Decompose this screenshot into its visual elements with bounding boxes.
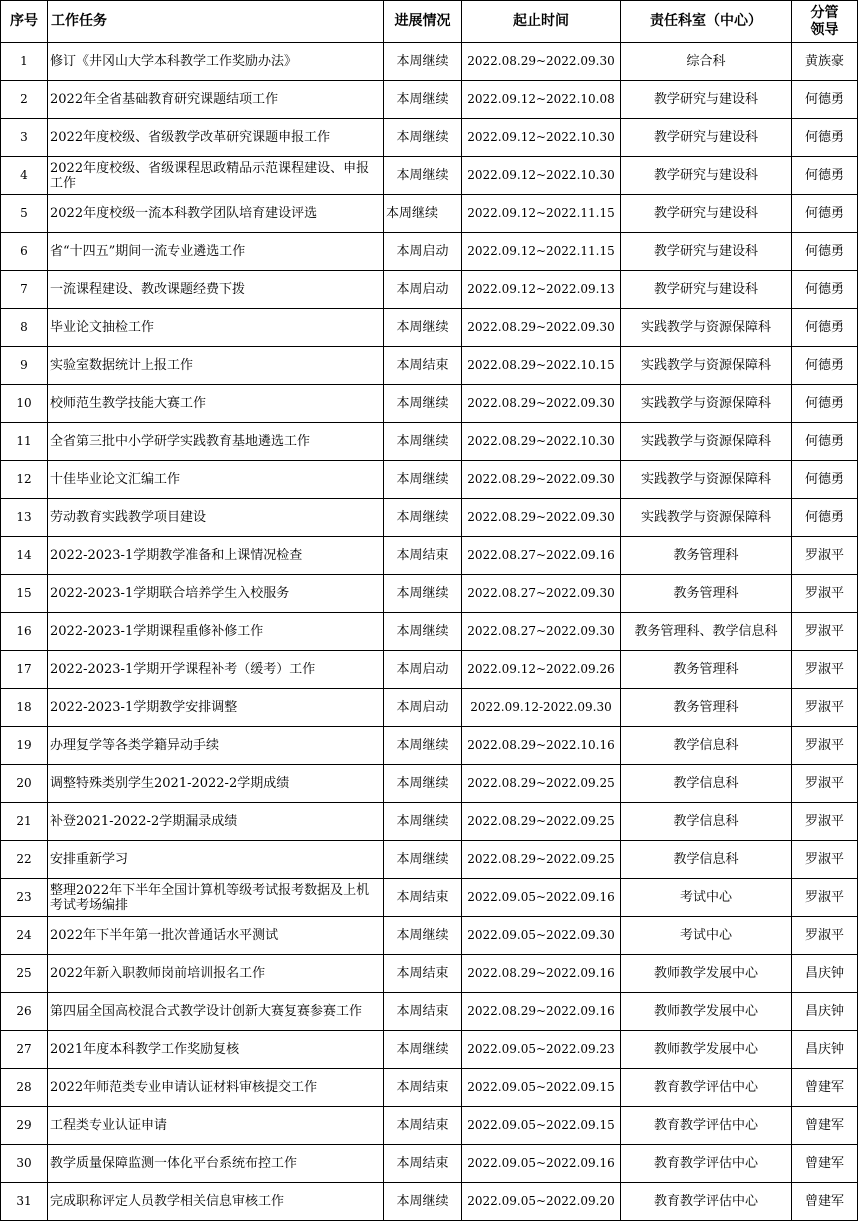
row-index: 31 xyxy=(1,1183,48,1221)
row-period: 2022.08.27~2022.09.16 xyxy=(462,537,621,575)
row-leader: 何德勇 xyxy=(792,233,858,271)
row-status: 本周继续 xyxy=(384,727,462,765)
row-status: 本周结束 xyxy=(384,347,462,385)
header-row xyxy=(1,1,858,43)
row-task: 办理复学等各类学籍异动手续 xyxy=(48,727,384,765)
row-period: 2022.08.29~2022.09.16 xyxy=(462,955,621,993)
table-row xyxy=(1,347,858,385)
row-leader: 何德勇 xyxy=(792,119,858,157)
row-dept: 实践教学与资源保障科 xyxy=(621,499,792,537)
table-row xyxy=(1,499,858,537)
row-status: 本周启动 xyxy=(384,651,462,689)
row-dept: 教学研究与建设科 xyxy=(621,195,792,233)
row-task: 2022年下半年第一批次普通话水平测试 xyxy=(48,917,384,955)
row-dept: 实践教学与资源保障科 xyxy=(621,385,792,423)
row-task: 2022-2023-1学期教学准备和上课情况检查 xyxy=(48,537,384,575)
row-leader: 曾建军 xyxy=(792,1145,858,1183)
row-dept: 教学研究与建设科 xyxy=(621,233,792,271)
row-task: 一流课程建设、教改课题经费下拨 xyxy=(48,271,384,309)
row-leader: 罗淑平 xyxy=(792,689,858,727)
row-dept: 教师教学发展中心 xyxy=(621,993,792,1031)
row-task: 实验室数据统计上报工作 xyxy=(48,347,384,385)
row-status: 本周结束 xyxy=(384,993,462,1031)
row-leader: 何德勇 xyxy=(792,423,858,461)
table-row xyxy=(1,1145,858,1183)
header-leader xyxy=(792,1,858,43)
row-dept: 教学信息科 xyxy=(621,841,792,879)
row-leader: 罗淑平 xyxy=(792,765,858,803)
row-leader: 何德勇 xyxy=(792,157,858,195)
row-task: 毕业论文抽检工作 xyxy=(48,309,384,347)
header-index: 序号 xyxy=(1,1,48,43)
row-dept: 实践教学与资源保障科 xyxy=(621,309,792,347)
row-task: 第四届全国高校混合式教学设计创新大赛复赛参赛工作 xyxy=(48,993,384,1031)
table-row xyxy=(1,1183,858,1221)
row-leader: 昌庆钟 xyxy=(792,955,858,993)
row-leader: 黄族豪 xyxy=(792,43,858,81)
row-leader: 何德勇 xyxy=(792,195,858,233)
row-leader: 曾建军 xyxy=(792,1183,858,1221)
row-dept: 教学信息科 xyxy=(621,765,792,803)
row-period: 2022.09.05~2022.09.15 xyxy=(462,1107,621,1145)
row-index: 13 xyxy=(1,499,48,537)
row-dept: 考试中心 xyxy=(621,917,792,955)
row-task: 修订《井冈山大学本科教学工作奖励办法》 xyxy=(48,43,384,81)
row-index: 21 xyxy=(1,803,48,841)
table-row xyxy=(1,1069,858,1107)
row-status: 本周继续 xyxy=(384,81,462,119)
row-leader: 罗淑平 xyxy=(792,537,858,575)
row-status: 本周继续 xyxy=(384,575,462,613)
table-row xyxy=(1,879,858,917)
table-row xyxy=(1,803,858,841)
row-index: 8 xyxy=(1,309,48,347)
row-task: 工程类专业认证申请 xyxy=(48,1107,384,1145)
table-row xyxy=(1,81,858,119)
row-leader: 何德勇 xyxy=(792,499,858,537)
table-row xyxy=(1,955,858,993)
table-row xyxy=(1,461,858,499)
table-row xyxy=(1,917,858,955)
row-period: 2022.09.12~2022.11.15 xyxy=(462,233,621,271)
row-period: 2022.09.12~2022.10.08 xyxy=(462,81,621,119)
table-row xyxy=(1,233,858,271)
row-dept: 教务管理科 xyxy=(621,651,792,689)
row-dept: 教育教学评估中心 xyxy=(621,1107,792,1145)
row-task: 调整特殊类别学生2021-2022-2学期成绩 xyxy=(48,765,384,803)
row-task: 教学质量保障监测一体化平台系统布控工作 xyxy=(48,1145,384,1183)
row-status: 本周结束 xyxy=(384,1069,462,1107)
row-index: 19 xyxy=(1,727,48,765)
table-row xyxy=(1,309,858,347)
row-period: 2022.08.29~2022.09.25 xyxy=(462,841,621,879)
table-row xyxy=(1,195,858,233)
row-dept: 教学信息科 xyxy=(621,727,792,765)
row-leader: 何德勇 xyxy=(792,347,858,385)
row-status: 本周继续 xyxy=(384,803,462,841)
row-task: 2022-2023-1学期联合培养学生入校服务 xyxy=(48,575,384,613)
row-index: 1 xyxy=(1,43,48,81)
row-period: 2022.08.29~2022.10.16 xyxy=(462,727,621,765)
row-index: 20 xyxy=(1,765,48,803)
row-period: 2022.08.27~2022.09.30 xyxy=(462,613,621,651)
row-leader: 何德勇 xyxy=(792,81,858,119)
row-index: 26 xyxy=(1,993,48,1031)
row-index: 24 xyxy=(1,917,48,955)
row-task: 安排重新学习 xyxy=(48,841,384,879)
table-row xyxy=(1,385,858,423)
row-leader: 何德勇 xyxy=(792,309,858,347)
row-leader: 昌庆钟 xyxy=(792,993,858,1031)
row-dept: 教务管理科 xyxy=(621,689,792,727)
row-leader: 曾建军 xyxy=(792,1107,858,1145)
row-period: 2022.08.29~2022.09.30 xyxy=(462,461,621,499)
row-leader: 曾建军 xyxy=(792,1069,858,1107)
row-index: 29 xyxy=(1,1107,48,1145)
table-row xyxy=(1,1031,858,1069)
row-index: 16 xyxy=(1,613,48,651)
table-row xyxy=(1,157,858,195)
row-leader: 罗淑平 xyxy=(792,841,858,879)
row-dept: 教务管理科 xyxy=(621,537,792,575)
row-leader: 何德勇 xyxy=(792,385,858,423)
row-dept: 教学信息科 xyxy=(621,803,792,841)
row-status: 本周继续 xyxy=(384,423,462,461)
row-index: 25 xyxy=(1,955,48,993)
row-leader: 昌庆钟 xyxy=(792,1031,858,1069)
row-task: 2022年度校级一流本科教学团队培育建设评选 xyxy=(48,195,384,233)
row-task: 2022-2023-1学期课程重修补修工作 xyxy=(48,613,384,651)
row-period: 2022.09.05~2022.09.23 xyxy=(462,1031,621,1069)
row-dept: 教育教学评估中心 xyxy=(621,1145,792,1183)
table-row xyxy=(1,993,858,1031)
row-index: 30 xyxy=(1,1145,48,1183)
row-dept: 教师教学发展中心 xyxy=(621,1031,792,1069)
row-dept: 教务管理科 xyxy=(621,575,792,613)
row-period: 2022.09.12~2022.09.26 xyxy=(462,651,621,689)
row-status: 本周继续 xyxy=(384,157,462,195)
row-leader: 罗淑平 xyxy=(792,917,858,955)
row-leader: 何德勇 xyxy=(792,461,858,499)
row-dept: 实践教学与资源保障科 xyxy=(621,347,792,385)
row-index: 12 xyxy=(1,461,48,499)
header-leader-line1: 分管 xyxy=(810,4,839,21)
row-period: 2022.08.27~2022.09.30 xyxy=(462,575,621,613)
row-status: 本周继续 xyxy=(384,461,462,499)
table-row xyxy=(1,613,858,651)
row-index: 28 xyxy=(1,1069,48,1107)
row-task: 全省第三批中小学研学实践教育基地遴选工作 xyxy=(48,423,384,461)
row-period: 2022.08.29~2022.09.30 xyxy=(462,43,621,81)
row-leader: 罗淑平 xyxy=(792,803,858,841)
row-period: 2022.09.05~2022.09.15 xyxy=(462,1069,621,1107)
table-row xyxy=(1,689,858,727)
row-task: 省“十四五”期间一流专业遴选工作 xyxy=(48,233,384,271)
row-status: 本周继续 xyxy=(384,385,462,423)
row-period: 2022.08.29~2022.10.15 xyxy=(462,347,621,385)
row-index: 14 xyxy=(1,537,48,575)
row-task: 补登2021-2022-2学期漏录成绩 xyxy=(48,803,384,841)
row-task: 2022年师范类专业申请认证材料审核提交工作 xyxy=(48,1069,384,1107)
row-status: 本周启动 xyxy=(384,271,462,309)
row-status: 本周继续 xyxy=(384,841,462,879)
row-status: 本周继续 xyxy=(384,119,462,157)
row-dept: 考试中心 xyxy=(621,879,792,917)
row-leader: 罗淑平 xyxy=(792,651,858,689)
table-row xyxy=(1,575,858,613)
row-dept: 教学研究与建设科 xyxy=(621,271,792,309)
row-index: 4 xyxy=(1,157,48,195)
row-index: 23 xyxy=(1,879,48,917)
row-dept: 教育教学评估中心 xyxy=(621,1069,792,1107)
row-task: 整理2022年下半年全国计算机等级考试报考数据及上机考试考场编排 xyxy=(48,879,384,917)
row-period: 2022.08.29~2022.09.30 xyxy=(462,309,621,347)
row-period: 2022.08.29~2022.09.16 xyxy=(462,993,621,1031)
row-index: 9 xyxy=(1,347,48,385)
row-index: 5 xyxy=(1,195,48,233)
row-dept: 综合科 xyxy=(621,43,792,81)
row-task: 2022年度校级、省级教学改革研究课题申报工作 xyxy=(48,119,384,157)
row-period: 2022.08.29~2022.09.30 xyxy=(462,385,621,423)
row-task: 2021年度本科教学工作奖励复核 xyxy=(48,1031,384,1069)
row-leader: 罗淑平 xyxy=(792,613,858,651)
row-status: 本周结束 xyxy=(384,879,462,917)
row-status: 本周继续 xyxy=(384,43,462,81)
table-row xyxy=(1,651,858,689)
header-task: 工作任务 xyxy=(48,1,384,43)
row-index: 10 xyxy=(1,385,48,423)
row-task: 完成职称评定人员教学相关信息审核工作 xyxy=(48,1183,384,1221)
table-row xyxy=(1,537,858,575)
row-period: 2022.09.12~2022.10.30 xyxy=(462,157,621,195)
row-dept: 教务管理科、教学信息科 xyxy=(621,613,792,651)
table-row xyxy=(1,1107,858,1145)
row-period: 2022.09.12~2022.11.15 xyxy=(462,195,621,233)
row-status: 本周继续 xyxy=(384,917,462,955)
row-dept: 教育教学评估中心 xyxy=(621,1183,792,1221)
row-status: 本周继续 xyxy=(384,1183,462,1221)
row-period: 2022.08.29~2022.10.30 xyxy=(462,423,621,461)
row-status: 本周继续 xyxy=(384,765,462,803)
row-index: 3 xyxy=(1,119,48,157)
table-row xyxy=(1,841,858,879)
row-dept: 教学研究与建设科 xyxy=(621,81,792,119)
row-period: 2022.09.12-2022.09.30 xyxy=(462,689,621,727)
row-status: 本周继续 xyxy=(384,1031,462,1069)
header-status: 进展情况 xyxy=(384,1,462,43)
row-task: 十佳毕业论文汇编工作 xyxy=(48,461,384,499)
table-row xyxy=(1,271,858,309)
row-status: 本周继续 xyxy=(384,613,462,651)
row-dept: 实践教学与资源保障科 xyxy=(621,423,792,461)
table-row xyxy=(1,43,858,81)
row-leader: 何德勇 xyxy=(792,271,858,309)
row-period: 2022.08.29~2022.09.25 xyxy=(462,765,621,803)
row-index: 2 xyxy=(1,81,48,119)
row-dept: 教学研究与建设科 xyxy=(621,119,792,157)
row-status: 本周启动 xyxy=(384,689,462,727)
row-period: 2022.09.05~2022.09.30 xyxy=(462,917,621,955)
row-period: 2022.09.12~2022.09.13 xyxy=(462,271,621,309)
row-task: 校师范生教学技能大赛工作 xyxy=(48,385,384,423)
row-status: 本周继续 xyxy=(384,309,462,347)
row-period: 2022.09.05~2022.09.16 xyxy=(462,1145,621,1183)
row-index: 17 xyxy=(1,651,48,689)
row-dept: 实践教学与资源保障科 xyxy=(621,461,792,499)
table-row xyxy=(1,727,858,765)
row-task: 劳动教育实践教学项目建设 xyxy=(48,499,384,537)
row-task: 2022年新入职教师岗前培训报名工作 xyxy=(48,955,384,993)
row-task: 2022-2023-1学期教学安排调整 xyxy=(48,689,384,727)
table-row xyxy=(1,423,858,461)
row-status: 本周继续 xyxy=(384,499,462,537)
row-period: 2022.08.29~2022.09.30 xyxy=(462,499,621,537)
row-status: 本周结束 xyxy=(384,1107,462,1145)
row-task: 2022-2023-1学期开学课程补考（缓考）工作 xyxy=(48,651,384,689)
row-status: 本周启动 xyxy=(384,233,462,271)
row-index: 11 xyxy=(1,423,48,461)
row-period: 2022.09.05~2022.09.20 xyxy=(462,1183,621,1221)
row-period: 2022.09.05~2022.09.16 xyxy=(462,879,621,917)
row-period: 2022.09.12~2022.10.30 xyxy=(462,119,621,157)
row-index: 6 xyxy=(1,233,48,271)
header-dept: 责任科室（中心） xyxy=(621,1,792,43)
row-leader: 罗淑平 xyxy=(792,879,858,917)
table-row xyxy=(1,765,858,803)
row-status: 本周结束 xyxy=(384,1145,462,1183)
row-index: 18 xyxy=(1,689,48,727)
row-period: 2022.08.29~2022.09.25 xyxy=(462,803,621,841)
row-status: 本周结束 xyxy=(384,955,462,993)
table-row xyxy=(1,119,858,157)
row-task: 2022年度校级、省级课程思政精品示范课程建设、申报工作 xyxy=(48,157,384,195)
row-index: 15 xyxy=(1,575,48,613)
row-leader: 罗淑平 xyxy=(792,727,858,765)
row-dept: 教学研究与建设科 xyxy=(621,157,792,195)
row-status: 本周结束 xyxy=(384,537,462,575)
row-index: 22 xyxy=(1,841,48,879)
header-period: 起止时间 xyxy=(462,1,621,43)
row-task: 2022年全省基础教育研究课题结项工作 xyxy=(48,81,384,119)
row-index: 27 xyxy=(1,1031,48,1069)
row-status: 本周继续 xyxy=(384,195,462,233)
row-index: 7 xyxy=(1,271,48,309)
row-leader: 罗淑平 xyxy=(792,575,858,613)
header-leader-line2: 领导 xyxy=(810,21,839,38)
row-dept: 教师教学发展中心 xyxy=(621,955,792,993)
